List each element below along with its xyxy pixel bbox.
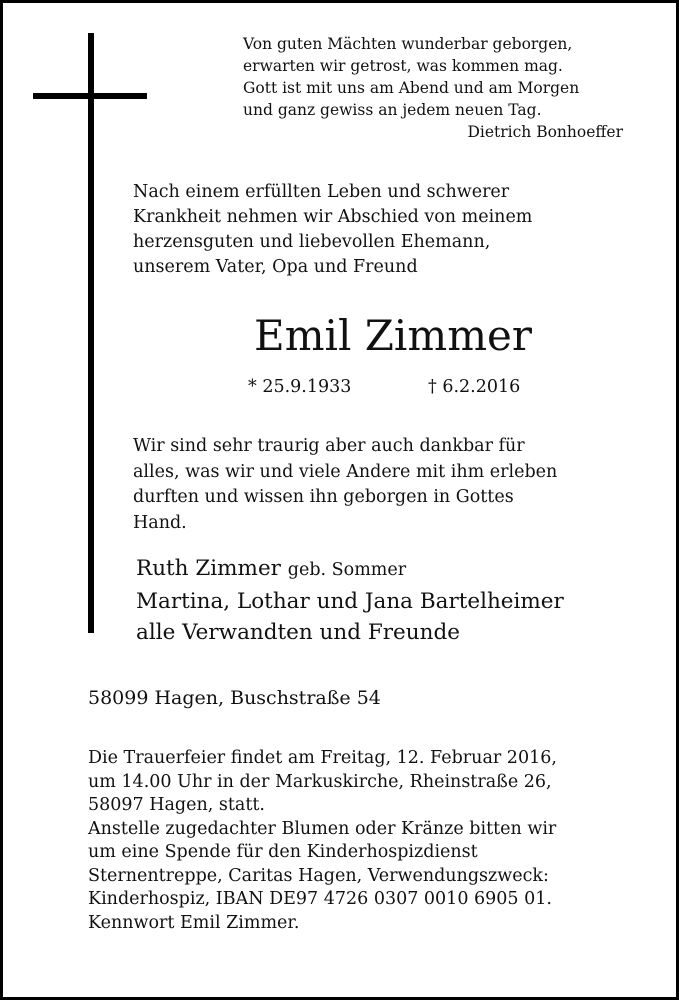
family-signatures [136, 553, 564, 648]
bonhoeffer-quote [243, 33, 643, 143]
cross-vertical-bar [88, 33, 94, 633]
family-line [136, 553, 564, 586]
life-dates [248, 375, 521, 399]
quote-author: Dietrich Bonhoeffer [467, 123, 623, 141]
funeral-notice [88, 747, 557, 935]
notice-line: Anstelle zugedachter Blumen oder Kränze bitten wir [88, 818, 557, 839]
quote-line: und ganz gewiss an jedem neuen Tag. [243, 101, 542, 119]
intro-line: unserem Vater, Opa und Freund [133, 257, 418, 277]
widow-maiden-name: geb. Sommer [287, 560, 407, 580]
notice-line: Sternentreppe, Caritas Hagen, Verwendungszweck: [88, 865, 549, 886]
intro-line: Krankheit nehmen wir Abschied von meinem [133, 207, 533, 227]
quote-line: Von guten Mächten wunderbar geborgen, [243, 35, 573, 53]
cross-horizontal-bar [33, 93, 147, 99]
notice-line: Kinderhospiz, IBAN DE97 4726 0307 0010 6905 01. [88, 889, 552, 909]
message-line: alles, was wir und viele Andere mit ihm erleben [133, 461, 558, 482]
notice-line: Kennwort Emil Zimmer. [88, 912, 300, 933]
message-line: Hand. [133, 512, 187, 533]
message-line: durften und wissen ihn geborgen in Gottes [133, 487, 514, 507]
deceased-name: Emil Zimmer [254, 311, 532, 360]
family-line: alle Verwandten und Freunde [136, 620, 460, 645]
intro-text [133, 180, 532, 280]
quote-line: Gott ist mit uns am Abend und am Morgen [243, 79, 580, 97]
notice-line: Die Trauerfeier findet am Freitag, 12. Februar 2016, [88, 748, 557, 768]
family-address: 58099 Hagen, Buschstraße 54 [88, 687, 381, 709]
intro-line: Nach einem erfüllten Leben und schwerer [133, 182, 510, 202]
notice-line: um eine Spende für den Kinderhospizdienst [88, 842, 478, 862]
birth-date: * 25.9.1933 [248, 377, 352, 397]
intro-line: herzensguten und liebevollen Ehemann, [133, 232, 491, 252]
family-line: Martina, Lothar und Jana Bartelheimer [136, 589, 564, 614]
condolence-message [133, 434, 557, 536]
widow-name: Ruth Zimmer [136, 556, 281, 581]
quote-line: erwarten wir getrost, was kommen mag. [243, 57, 563, 75]
notice-line: 58097 Hagen, statt. [88, 795, 265, 815]
message-line: Wir sind sehr traurig aber auch dankbar für [133, 436, 525, 456]
notice-line: um 14.00 Uhr in der Markuskirche, Rheinstraße 26, [88, 771, 552, 792]
death-date: † 6.2.2016 [428, 377, 521, 397]
